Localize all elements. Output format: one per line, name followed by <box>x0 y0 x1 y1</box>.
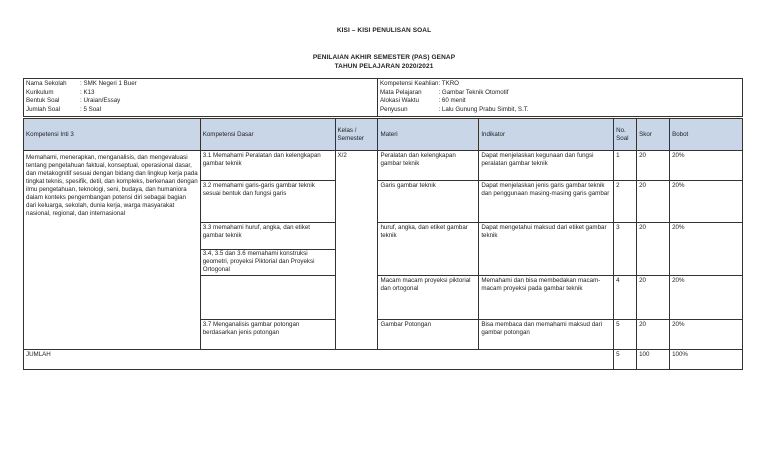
materi-cell: Macam macam proyeksi piktorial dan ortogonal <box>378 276 479 320</box>
total-row <box>24 350 743 370</box>
header-kelas-line2: Semester <box>337 134 364 142</box>
skor-cell: 20 <box>637 223 670 276</box>
info-label: Jumlah Soal <box>26 105 61 113</box>
info-value: : 5 Soal <box>80 105 101 113</box>
skor-cell: 20 <box>637 320 670 350</box>
header-kelas-line1: Kelas / <box>337 126 357 134</box>
indikator-cell: Dapat menjelaskan kegunaan dan fungsi peralatan gambar teknik <box>479 151 614 181</box>
kd-cell <box>200 223 335 276</box>
ki-cell: Memahami, menerapkan, menganalisis, dan mengevaluasi tentang pengetahuan faktual, konseptual, operasional dasar, dan metakognitif sesuai dengan bidang dan lingkup kerja pada tingkat teknis, spesifik, detil, dan kompleks, berkenaan dengan ilmu pengetahuan, teknologi, seni, budaya, dan humaniora dalam konteks pengembangan potensi diri sebagai bagian dari keluarga, sekolah, dunia kerja, warga masyarakat nasional, regional, dan internasional <box>24 151 201 350</box>
info-value: : Uraian/Essay <box>80 97 121 105</box>
total-skor: 100 <box>637 350 670 370</box>
kelas-cell: X/2 <box>335 151 378 350</box>
header-indikator: Indikator <box>479 119 614 151</box>
info-label: Bentuk Soal <box>26 97 60 105</box>
indikator-cell: Dapat mengetahui maksud dari etiket gambar teknik <box>479 223 614 276</box>
document-subtitle: PENILAIAN AKHIR SEMESTER (PAS) GENAP <box>312 54 456 61</box>
info-block <box>23 78 743 117</box>
skor-cell: 20 <box>637 276 670 320</box>
materi-cell: huruf, angka, dan etiket gambar teknik <box>378 223 479 276</box>
academic-year: TAHUN PELAJARAN 2020/2021 <box>334 63 434 70</box>
no-cell: 3 <box>614 223 637 276</box>
total-bobot: 100% <box>670 350 743 370</box>
info-label: Alokasi Waktu <box>380 97 419 105</box>
bobot-cell: 20% <box>670 181 743 223</box>
header-ki: Kompetensi Inti 3 <box>24 119 201 151</box>
indikator-cell: Dapat menjelaskan jenis garis gambar teknik dan penggunaan masing-masing garis gambar <box>479 181 614 223</box>
kd-cell: 3.2 memahami garis-garis gambar teknik sesuai bentuk dan fungsi garis <box>200 181 335 223</box>
table-row <box>24 151 743 181</box>
info-left <box>26 80 137 114</box>
no-cell: 5 <box>614 320 637 350</box>
bobot-cell: 20% <box>670 320 743 350</box>
info-divider <box>377 79 378 117</box>
kd-text-a: 3.3 memahami huruf, angka, dan etiket gambar teknik <box>202 224 311 239</box>
info-label: Penyusun <box>380 105 408 113</box>
info-value: : Lalu Gunung Prabu Simbit, S.T. <box>438 105 529 113</box>
info-value: : Gambar Teknik Otomotif <box>438 88 509 96</box>
header-bobot: Bobot <box>670 119 743 151</box>
info-value: : 60 menit <box>438 97 466 105</box>
no-cell: 4 <box>614 276 637 320</box>
header-kelas <box>335 119 378 151</box>
header-skor: Skor <box>637 119 670 151</box>
header-no <box>614 119 637 151</box>
header-no-line1: No. <box>616 126 626 134</box>
kisi-table <box>23 118 743 370</box>
bobot-cell: 20% <box>670 223 743 276</box>
no-cell: 1 <box>614 151 637 181</box>
bobot-cell: 20% <box>670 276 743 320</box>
info-value: : SMK Negeri 1 Buer <box>80 80 137 87</box>
kd-text-b: 3.4, 3.5 dan 3.6 memahami konstruksi geometri, proyeksi Piktorial dan Proyeksi Ortogonal <box>202 250 315 273</box>
header-materi: Materi <box>378 119 479 151</box>
bobot-cell: 20% <box>670 151 743 181</box>
info-label: Mata Pelajaran <box>380 88 422 96</box>
no-cell: 2 <box>614 181 637 223</box>
info-label: Kompetensi Keahlian <box>380 80 439 87</box>
header-kd: Kompetensi Dasar <box>200 119 335 151</box>
materi-cell: Peralatan dan kelengkapan gambar teknik <box>378 151 479 181</box>
skor-cell: 20 <box>637 181 670 223</box>
kd-cell: 3.1 Memahami Peralatan dan kelengkapan gambar teknik <box>200 151 335 181</box>
header-no-line2: Soal <box>616 134 629 142</box>
kd-inner-divider <box>201 240 335 250</box>
document-title: KISI – KISI PENULISAN SOAL <box>336 27 432 34</box>
materi-cell: Garis gambar teknik <box>378 181 479 223</box>
table-header-row <box>24 119 743 151</box>
kd-cell: 3.7 Menganalisis gambar potongan berdasarkan jenis potongan <box>200 320 335 350</box>
kd-cell-empty <box>200 276 335 320</box>
info-value: : K13 <box>80 88 95 96</box>
indikator-cell: Bisa membaca dan memahami maksud dari gambar potongan <box>479 320 614 350</box>
total-no: 5 <box>614 350 637 370</box>
info-label: Nama Sekolah <box>26 80 67 87</box>
indikator-cell: Memahami dan bisa membedakan macam-macam proyeksi pada gambar teknik <box>479 276 614 320</box>
materi-cell: Gambar Potongan <box>378 320 479 350</box>
total-label: JUMLAH <box>24 350 614 370</box>
info-label: Kurikulum <box>26 88 54 96</box>
info-value: : TKRO <box>438 80 459 87</box>
info-right <box>380 80 529 114</box>
skor-cell: 20 <box>637 151 670 181</box>
